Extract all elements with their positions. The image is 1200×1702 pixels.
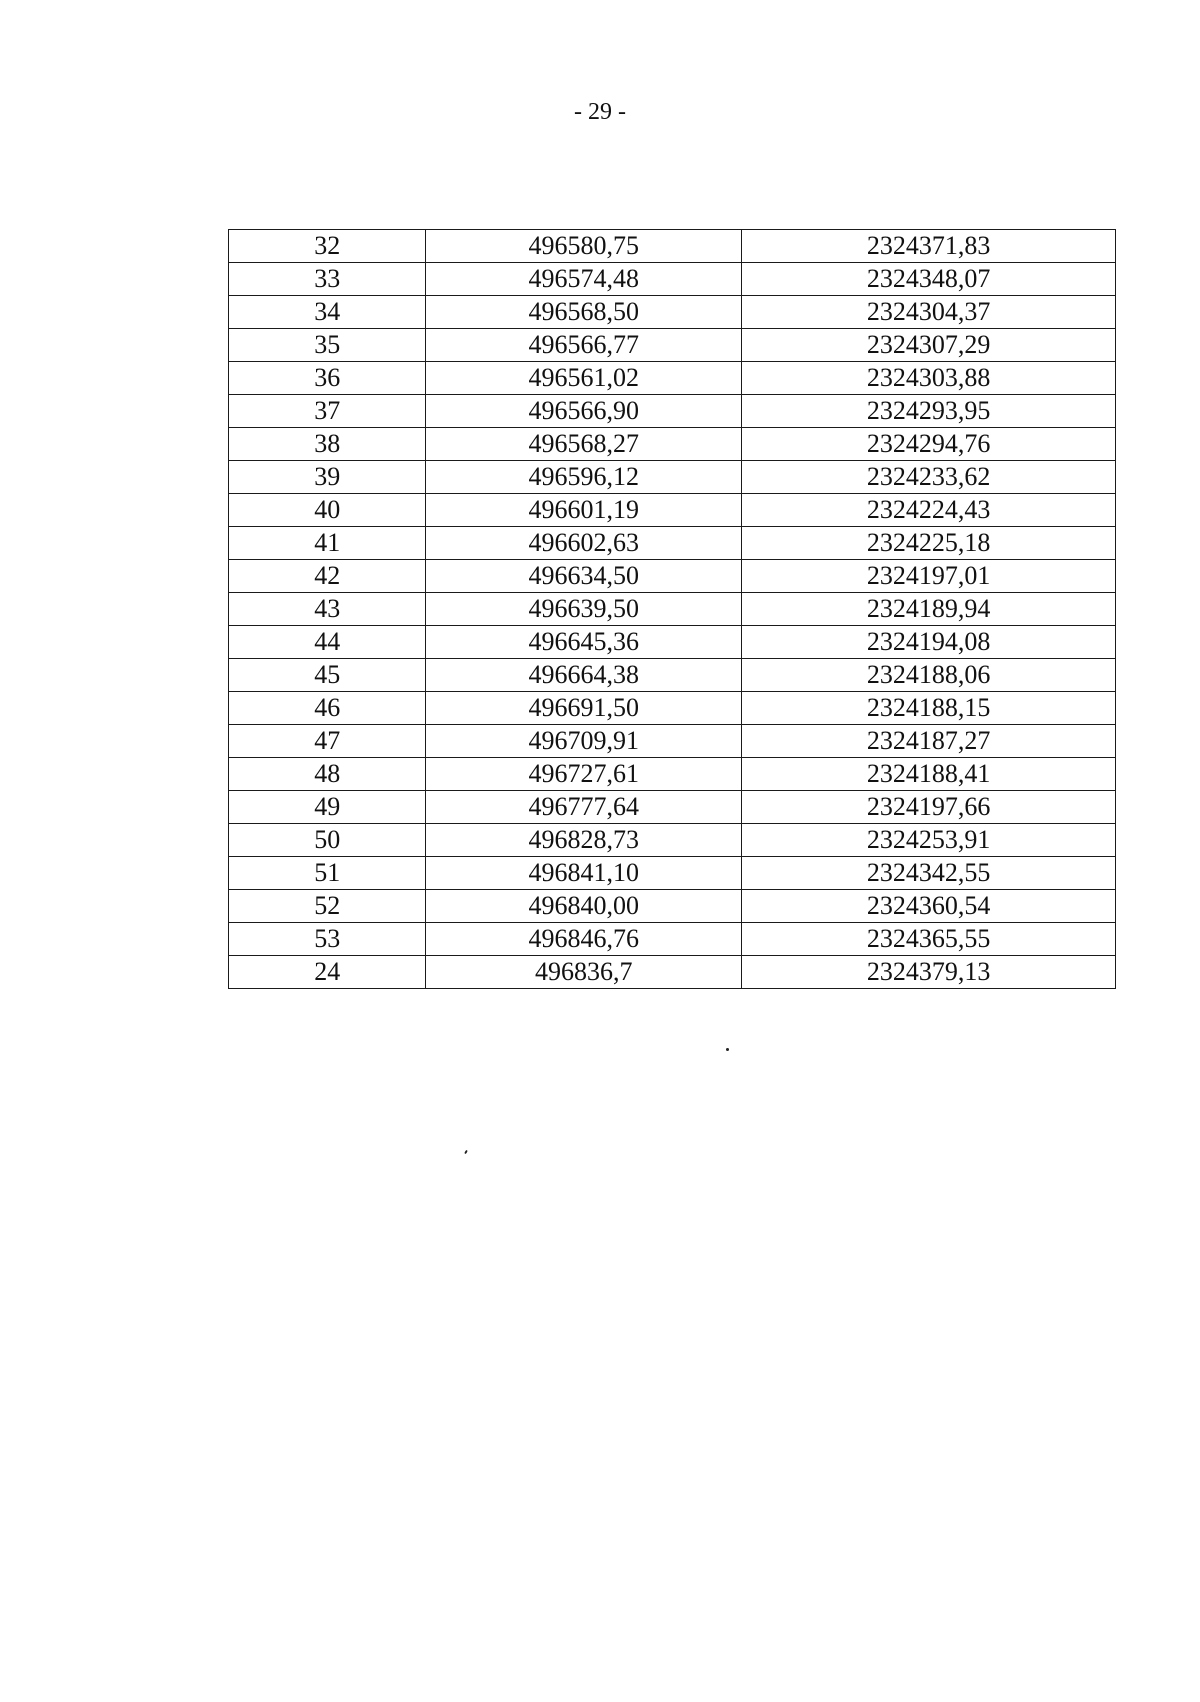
table-row bbox=[229, 494, 1116, 527]
x-coordinate-cell: 496828,73 bbox=[426, 824, 742, 857]
point-number-cell: 32 bbox=[229, 230, 426, 263]
x-coordinate-cell: 496664,38 bbox=[426, 659, 742, 692]
table-row bbox=[229, 956, 1116, 989]
point-number-cell: 51 bbox=[229, 857, 426, 890]
x-coordinate-cell: 496846,76 bbox=[426, 923, 742, 956]
point-number-cell: 42 bbox=[229, 560, 426, 593]
x-coordinate-cell: 496601,19 bbox=[426, 494, 742, 527]
x-coordinate-cell: 496574,48 bbox=[426, 263, 742, 296]
y-coordinate-cell: 2324189,94 bbox=[742, 593, 1116, 626]
point-number-cell: 50 bbox=[229, 824, 426, 857]
table-row bbox=[229, 857, 1116, 890]
table-row bbox=[229, 758, 1116, 791]
table-row bbox=[229, 263, 1116, 296]
table-row bbox=[229, 791, 1116, 824]
point-number-cell: 53 bbox=[229, 923, 426, 956]
table-row bbox=[229, 725, 1116, 758]
y-coordinate-cell: 2324303,88 bbox=[742, 362, 1116, 395]
y-coordinate-cell: 2324225,18 bbox=[742, 527, 1116, 560]
x-coordinate-cell: 496645,36 bbox=[426, 626, 742, 659]
table-row bbox=[229, 890, 1116, 923]
x-coordinate-cell: 496566,77 bbox=[426, 329, 742, 362]
point-number-cell: 37 bbox=[229, 395, 426, 428]
point-number-cell: 35 bbox=[229, 329, 426, 362]
table-row bbox=[229, 395, 1116, 428]
point-number-cell: 52 bbox=[229, 890, 426, 923]
x-coordinate-cell: 496691,50 bbox=[426, 692, 742, 725]
y-coordinate-cell: 2324233,62 bbox=[742, 461, 1116, 494]
table-row bbox=[229, 593, 1116, 626]
y-coordinate-cell: 2324365,55 bbox=[742, 923, 1116, 956]
y-coordinate-cell: 2324371,83 bbox=[742, 230, 1116, 263]
x-coordinate-cell: 496566,90 bbox=[426, 395, 742, 428]
x-coordinate-cell: 496836,7 bbox=[426, 956, 742, 989]
point-number-cell: 24 bbox=[229, 956, 426, 989]
y-coordinate-cell: 2324293,95 bbox=[742, 395, 1116, 428]
table-row bbox=[229, 362, 1116, 395]
x-coordinate-cell: 496580,75 bbox=[426, 230, 742, 263]
y-coordinate-cell: 2324348,07 bbox=[742, 263, 1116, 296]
y-coordinate-cell: 2324379,13 bbox=[742, 956, 1116, 989]
table-row bbox=[229, 527, 1116, 560]
point-number-cell: 43 bbox=[229, 593, 426, 626]
x-coordinate-cell: 496709,91 bbox=[426, 725, 742, 758]
table-row bbox=[229, 560, 1116, 593]
point-number-cell: 44 bbox=[229, 626, 426, 659]
y-coordinate-cell: 2324307,29 bbox=[742, 329, 1116, 362]
table-row bbox=[229, 659, 1116, 692]
point-number-cell: 48 bbox=[229, 758, 426, 791]
coordinates-table-body bbox=[229, 230, 1116, 989]
point-number-cell: 40 bbox=[229, 494, 426, 527]
point-number-cell: 41 bbox=[229, 527, 426, 560]
point-number-cell: 49 bbox=[229, 791, 426, 824]
y-coordinate-cell: 2324342,55 bbox=[742, 857, 1116, 890]
point-number-cell: 34 bbox=[229, 296, 426, 329]
x-coordinate-cell: 496777,64 bbox=[426, 791, 742, 824]
table-row bbox=[229, 824, 1116, 857]
point-number-cell: 45 bbox=[229, 659, 426, 692]
table-row bbox=[229, 626, 1116, 659]
point-number-cell: 33 bbox=[229, 263, 426, 296]
x-coordinate-cell: 496727,61 bbox=[426, 758, 742, 791]
x-coordinate-cell: 496568,50 bbox=[426, 296, 742, 329]
y-coordinate-cell: 2324304,37 bbox=[742, 296, 1116, 329]
x-coordinate-cell: 496568,27 bbox=[426, 428, 742, 461]
y-coordinate-cell: 2324194,08 bbox=[742, 626, 1116, 659]
y-coordinate-cell: 2324224,43 bbox=[742, 494, 1116, 527]
y-coordinate-cell: 2324360,54 bbox=[742, 890, 1116, 923]
y-coordinate-cell: 2324294,76 bbox=[742, 428, 1116, 461]
x-coordinate-cell: 496639,50 bbox=[426, 593, 742, 626]
coordinates-table bbox=[228, 229, 1116, 989]
y-coordinate-cell: 2324188,41 bbox=[742, 758, 1116, 791]
x-coordinate-cell: 496840,00 bbox=[426, 890, 742, 923]
table-row bbox=[229, 692, 1116, 725]
x-coordinate-cell: 496602,63 bbox=[426, 527, 742, 560]
table-row bbox=[229, 428, 1116, 461]
table-row bbox=[229, 461, 1116, 494]
point-number-cell: 38 bbox=[229, 428, 426, 461]
table-row bbox=[229, 923, 1116, 956]
page-number: - 29 - bbox=[574, 99, 626, 125]
x-coordinate-cell: 496841,10 bbox=[426, 857, 742, 890]
scan-speck bbox=[464, 1150, 468, 1154]
y-coordinate-cell: 2324187,27 bbox=[742, 725, 1116, 758]
table-row bbox=[229, 329, 1116, 362]
y-coordinate-cell: 2324197,66 bbox=[742, 791, 1116, 824]
point-number-cell: 39 bbox=[229, 461, 426, 494]
y-coordinate-cell: 2324197,01 bbox=[742, 560, 1116, 593]
y-coordinate-cell: 2324188,15 bbox=[742, 692, 1116, 725]
table-row bbox=[229, 230, 1116, 263]
y-coordinate-cell: 2324188,06 bbox=[742, 659, 1116, 692]
point-number-cell: 36 bbox=[229, 362, 426, 395]
y-coordinate-cell: 2324253,91 bbox=[742, 824, 1116, 857]
point-number-cell: 47 bbox=[229, 725, 426, 758]
x-coordinate-cell: 496634,50 bbox=[426, 560, 742, 593]
scan-speck bbox=[726, 1048, 729, 1051]
point-number-cell: 46 bbox=[229, 692, 426, 725]
x-coordinate-cell: 496561,02 bbox=[426, 362, 742, 395]
table-row bbox=[229, 296, 1116, 329]
x-coordinate-cell: 496596,12 bbox=[426, 461, 742, 494]
